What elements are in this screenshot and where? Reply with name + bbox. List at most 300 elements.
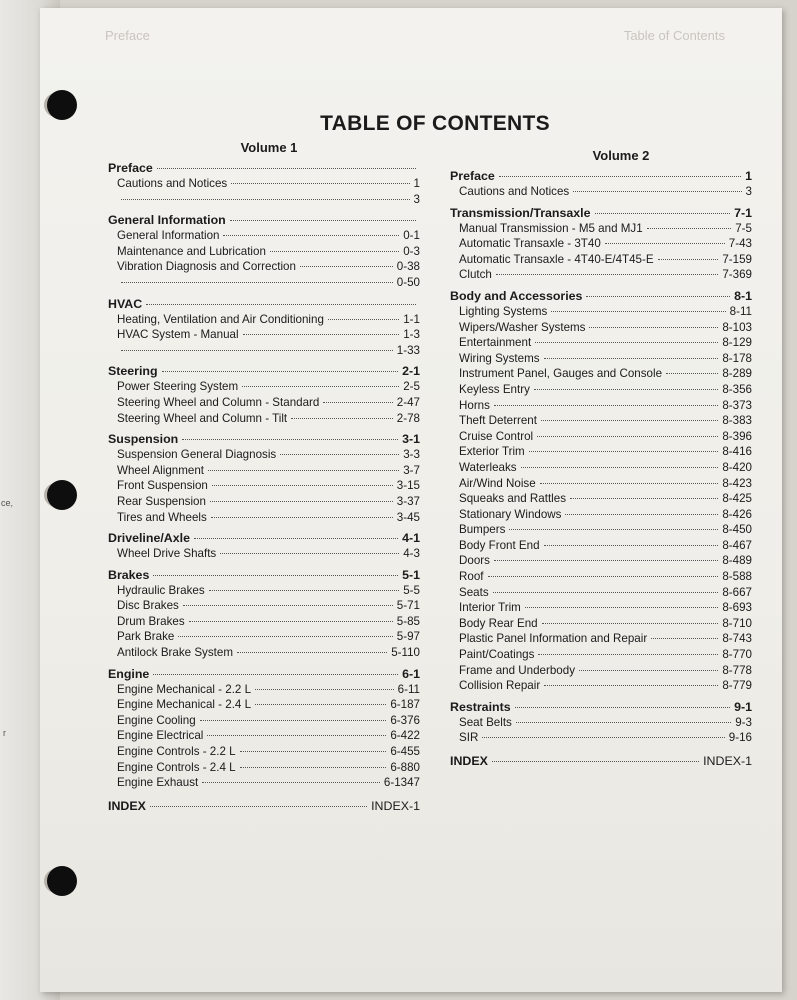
toc-entry [450,382,752,398]
toc-entry [450,429,752,445]
toc-entry [450,538,752,554]
toc-entry [108,463,420,479]
dot-leader [509,529,718,530]
dot-leader [544,358,719,359]
page-number: 8-129 [722,336,752,350]
entry-title: Restraints [450,699,511,714]
entry-title: Power Steering System [117,380,239,394]
toc-entry [108,228,420,244]
toc-entry [450,585,752,601]
dot-leader [535,342,718,343]
entry-title: Drum Brakes [117,614,185,628]
dot-leader [595,213,731,214]
entry-title: Hydraulic Brakes [117,583,205,597]
entry-title: Park Brake [117,630,175,644]
entry-title: Lighting Systems [459,304,548,318]
page-number: 5-5 [403,583,420,597]
dot-leader [589,327,718,328]
dot-leader [255,704,386,705]
page-number: 0-1 [403,229,420,243]
entry-title: Wheel Alignment [117,463,204,477]
toc-section [108,160,420,207]
dot-leader [496,274,718,275]
section-heading [450,288,752,304]
page-number: 8-1 [734,288,752,303]
toc-entry [450,715,752,731]
entry-title: Tires and Wheels [117,510,207,524]
section-heading [450,168,752,184]
entry-title: Engine Cooling [117,713,196,727]
entry-title: Cruise Control [459,429,534,443]
page-number: 5-85 [396,614,420,628]
entry-title: INDEX [450,754,488,768]
entry-title: Paint/Coatings [459,648,535,662]
entry-title: Engine Controls - 2.4 L [117,760,236,774]
toc-section [108,567,420,661]
entry-title: Antilock Brake System [117,646,233,660]
toc-entry [450,444,752,460]
dot-leader [210,501,393,502]
page-number: 8-416 [722,445,752,459]
entry-title: Wipers/Washer Systems [459,320,586,334]
toc-section [108,530,420,562]
toc-section [450,288,752,694]
page-number: 2-5 [403,380,420,394]
toc-entry [108,744,420,760]
toc-entry [108,244,420,260]
entry-title: Heating, Ventilation and Air Conditioning [117,312,324,326]
entry-title: Transmission/Transaxle [450,205,591,220]
dot-leader [153,575,398,576]
page-number: 7-43 [728,237,752,251]
volume-label: Volume 1 [240,140,298,155]
toc-entry [108,343,420,359]
page-number: 1-33 [396,343,420,357]
entry-title: Body Rear End [459,616,538,630]
entry-title: Exterior Trim [459,445,525,459]
page-number: 8-693 [722,601,752,615]
page-number: 8-588 [722,570,752,584]
entry-title: Automatic Transaxle - 4T40-E/4T45-E [459,252,654,266]
toc-entry [108,775,420,791]
dot-leader [499,176,741,177]
dot-leader [153,674,398,675]
entry-title: General Information [117,229,220,243]
page-number: 9-1 [734,699,752,714]
dot-leader [540,483,719,484]
page-number: 1 [745,169,752,183]
page-number: 6-1347 [383,776,420,790]
entry-title: Suspension [108,432,179,447]
section-heading [108,530,420,546]
dot-leader [482,737,724,738]
margin-mark: r [3,728,6,738]
page-number: 7-1 [734,205,752,220]
page-number: INDEX-1 [703,754,752,768]
dot-leader [280,454,399,455]
dot-leader [121,199,410,200]
dot-leader [494,560,718,561]
dot-leader [570,498,718,499]
dot-leader [146,304,416,305]
toc-entry [108,697,420,713]
page-number: 8-178 [722,351,752,365]
page-number: 5-71 [396,599,420,613]
entry-title: Cautions and Notices [117,177,228,190]
dot-leader [529,451,719,452]
toc-section [450,168,752,200]
entry-title: Automatic Transaxle - 3T40 [459,237,601,251]
dot-leader [202,782,380,783]
toc-entry [450,320,752,336]
entry-title: Entertainment [459,336,532,350]
page-number: 4-1 [402,531,420,546]
page-number: 6-422 [390,729,420,743]
entry-title: General Information [108,213,226,228]
page-number: 0-50 [396,275,420,289]
entry-title: Steering [108,364,158,379]
page-number: 9-16 [728,731,752,745]
dot-leader [255,689,394,690]
page-number: 7-369 [722,268,752,282]
dot-leader [182,439,398,440]
toc-entry [108,379,420,395]
page-number: 2-78 [396,411,420,425]
entry-title: Waterleaks [459,460,517,474]
toc-entry [450,184,752,200]
dot-leader [579,670,718,671]
entry-title: Interior Trim [459,601,521,615]
entry-title: Engine [108,666,150,681]
entry-title: Engine Mechanical - 2.2 L [117,682,252,696]
dot-leader [544,685,718,686]
page-number: 2-1 [402,364,420,379]
dot-leader [194,538,398,539]
margin-mark: ce, [1,498,14,508]
page-number: 5-97 [396,630,420,644]
toc-entry [450,304,752,320]
dot-leader [211,517,393,518]
dot-leader [542,623,719,624]
entry-title: Keyless Entry [459,382,530,396]
page-number: 8-373 [722,398,752,412]
toc-entry [108,176,420,192]
entry-title: Front Suspension [117,479,208,493]
dot-leader [328,319,399,320]
dot-leader [223,235,399,236]
toc-entry [450,491,752,507]
show-through-right: Table of Contents [623,28,725,43]
volume-1-column [108,140,420,814]
toc-entry [450,631,752,647]
toc-entry [450,730,752,746]
dot-leader [551,311,725,312]
entry-title: Squeaks and Rattles [459,492,566,506]
toc-entry [108,259,420,275]
toc-section [108,212,420,290]
dot-leader [537,436,718,437]
entry-title: Stationary Windows [459,507,562,521]
page-number: 7-159 [722,252,752,266]
toc-entry [108,478,420,494]
page-number: 8-489 [722,554,752,568]
toc-entry [450,413,752,429]
dot-leader [270,251,399,252]
toc-entry [108,629,420,645]
toc-entry [108,760,420,776]
dot-leader [658,259,719,260]
index-entry [108,799,420,815]
dot-leader [208,470,399,471]
entry-title: SIR [459,731,479,745]
entry-title: HVAC [108,296,143,311]
dot-leader [162,371,399,372]
entry-title: Cautions and Notices [459,185,570,198]
toc-entry [450,569,752,585]
entry-title: Instrument Panel, Gauges and Console [459,367,663,381]
entry-title: Doors [459,554,490,568]
dot-leader [240,767,387,768]
entry-title: Bumpers [459,523,506,537]
entry-title: Seat Belts [459,715,512,729]
toc-entry [450,647,752,663]
dot-leader [492,761,699,762]
section-heading [108,296,420,312]
page-number: 8-396 [722,429,752,443]
index-entry [450,754,752,770]
page-number: 8-778 [722,663,752,677]
page-title: TABLE OF CONTENTS [320,112,550,135]
volume-label: Volume 2 [592,148,650,163]
page-number: 8-383 [722,414,752,428]
toc-entry [450,460,752,476]
page-number: 3-37 [396,494,420,508]
page-number: 8-450 [722,523,752,537]
toc-entry [450,678,752,694]
section-heading [450,205,752,221]
dot-leader [516,722,731,723]
dot-leader [647,228,732,229]
dot-leader [493,592,719,593]
page-number: 6-880 [390,760,420,774]
section-heading [108,567,420,583]
page-number: 1-1 [403,312,420,326]
toc-entry [108,494,420,510]
entry-title: Preface [450,169,495,183]
dot-leader [243,334,400,335]
entry-title: Wheel Drive Shafts [117,547,217,561]
toc-entry [108,546,420,562]
entry-title: Manual Transmission - M5 and MJ1 [459,221,643,235]
section-heading [108,666,420,682]
page-number: 2-47 [396,395,420,409]
page-number: 8-467 [722,538,752,552]
entry-title: Disc Brakes [117,599,179,613]
dot-leader [544,545,719,546]
entry-title: Air/Wind Noise [459,476,536,490]
page-number: 6-455 [390,745,420,759]
dot-leader [209,590,400,591]
page-number: 5-110 [391,646,420,660]
toc-entry [108,713,420,729]
dot-leader [541,420,718,421]
toc-entry [108,510,420,526]
entry-title: Body and Accessories [450,288,583,303]
entry-title: Collision Repair [459,679,541,693]
dot-leader [291,418,393,419]
toc-entry [108,411,420,427]
toc-entry [108,583,420,599]
dot-leader [200,720,387,721]
dot-leader [212,485,393,486]
dot-leader [157,168,416,169]
page-number: 8-770 [722,648,752,662]
dot-leader [220,553,399,554]
page-number: 8-426 [722,507,752,521]
dot-leader [240,751,387,752]
page-number: 3-45 [396,510,420,524]
entry-title: Preface [108,161,153,175]
entry-title: Horns [459,398,490,412]
page-number: 0-3 [403,244,420,258]
section-heading [450,699,752,715]
toc-entry [108,312,420,328]
dot-leader [494,405,718,406]
dot-leader [183,605,393,606]
entry-title: INDEX [108,798,146,813]
entry-title: Seats [459,585,489,599]
entry-title: Engine Mechanical - 2.4 L [117,698,252,712]
toc-entry [108,327,420,343]
entry-title: Driveline/Axle [108,531,190,546]
toc-entry [450,476,752,492]
page-number: 3-3 [403,448,420,462]
toc-entry [450,553,752,569]
page-number: 8-356 [722,382,752,396]
binder-hole [47,480,77,510]
toc-section [450,699,752,746]
entry-title: Steering Wheel and Column - Tilt [117,411,288,425]
section-heading [108,160,420,176]
toc-entry [108,645,420,661]
dot-leader [237,652,387,653]
dot-leader [300,266,393,267]
dot-leader [230,220,416,221]
dot-leader [207,735,386,736]
page-number: 5-1 [402,567,420,582]
toc-section [108,363,420,426]
page-number: 8-667 [722,585,752,599]
entry-title: Brakes [108,567,150,582]
entry-title: Engine Electrical [117,729,204,743]
toc-entry [450,398,752,414]
entry-title: Rear Suspension [117,494,206,508]
entry-title: Roof [459,570,484,584]
page-number: 6-187 [390,698,420,712]
page-number: 6-11 [397,682,420,696]
dot-leader [150,806,367,807]
dot-leader [178,636,392,637]
page-number: 8-743 [722,632,752,646]
toc-entry [450,351,752,367]
toc-section [108,666,420,791]
volume-2-column [450,148,752,770]
toc-entry [450,252,752,268]
toc-entry [108,275,420,291]
entry-title: Theft Deterrent [459,414,537,428]
toc-entry [108,598,420,614]
page-number: 9-3 [735,715,752,729]
toc-entry [450,663,752,679]
page-number: 6-376 [390,713,420,727]
entry-title: Suspension General Diagnosis [117,448,277,462]
dot-leader [521,467,719,468]
page-number: 6-1 [402,666,420,681]
dot-leader [534,389,718,390]
page-number: 7-5 [735,221,752,235]
dot-leader [488,576,719,577]
toc-entry [450,507,752,523]
toc-entry [450,366,752,382]
entry-title: Frame and Underbody [459,663,575,677]
dot-leader [189,621,393,622]
toc-entry [108,447,420,463]
dot-leader [121,282,393,283]
dot-leader [573,191,741,192]
show-through-left: Preface [105,28,150,43]
entry-title: Wiring Systems [459,351,540,365]
page-number: 8-423 [722,476,752,490]
dot-leader [515,707,730,708]
dot-leader [565,514,718,515]
toc-entry [450,600,752,616]
section-heading [108,363,420,379]
toc-entry [450,236,752,252]
dot-leader [651,638,718,639]
entry-title: HVAC System - Manual [117,328,239,342]
entry-title: Engine Controls - 2.2 L [117,745,236,759]
page-number: 8-11 [729,304,752,318]
entry-title: Engine Exhaust [117,776,199,790]
entry-title: Vibration Diagnosis and Correction [117,260,296,274]
toc-section [450,205,752,283]
section-heading [108,212,420,228]
binder-hole [47,866,77,896]
dot-leader [586,296,730,297]
dot-leader [242,386,399,387]
page-number: 3 [745,185,752,198]
page-number: 1 [413,177,420,190]
page-number: 3-1 [402,432,420,447]
dot-leader [323,402,392,403]
toc-entry [108,728,420,744]
toc-entry [450,616,752,632]
toc-entry [450,267,752,283]
entry-title: Clutch [459,268,492,282]
page-number: 8-425 [722,492,752,506]
page-number: 8-103 [722,320,752,334]
entry-title: Body Front End [459,538,540,552]
page-number: 8-779 [722,679,752,693]
page-number: INDEX-1 [371,798,420,813]
entry-title: Plastic Panel Information and Repair [459,632,648,646]
page-number: 3 [413,192,420,206]
section-heading [108,431,420,447]
dot-leader [525,607,719,608]
page-number: 4-3 [403,547,420,561]
dot-leader [231,183,409,184]
entry-title: Steering Wheel and Column - Standard [117,395,320,409]
